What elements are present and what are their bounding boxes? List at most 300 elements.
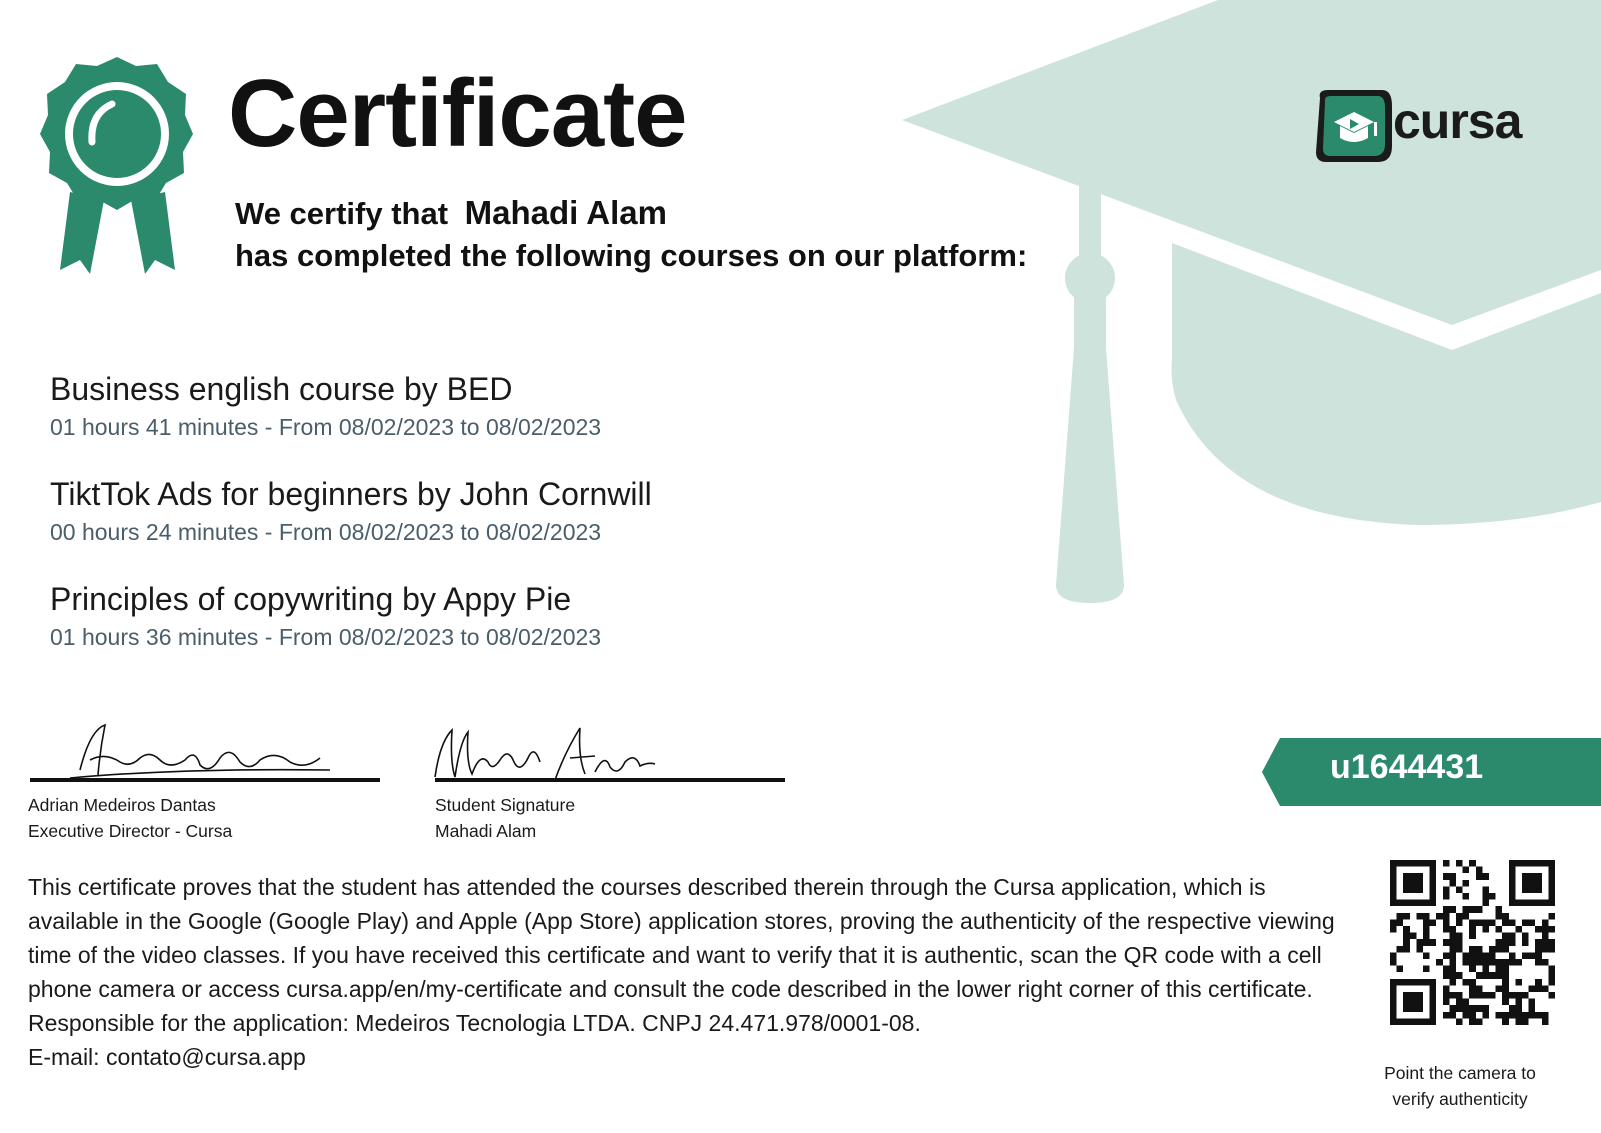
qr-module xyxy=(1542,860,1549,867)
qr-module xyxy=(1416,1005,1423,1012)
qr-module xyxy=(1469,992,1476,999)
qr-module xyxy=(1502,985,1509,992)
qr-module xyxy=(1496,939,1503,946)
qr-module xyxy=(1489,919,1496,926)
qr-module xyxy=(1463,880,1470,887)
qr-module xyxy=(1443,913,1450,920)
qr-module xyxy=(1509,952,1516,959)
qr-module xyxy=(1542,926,1549,933)
qr-module xyxy=(1463,959,1470,966)
qr-module xyxy=(1476,985,1483,992)
qr-caption-line: verify authenticity xyxy=(1392,1089,1528,1109)
qr-module xyxy=(1489,959,1496,966)
qr-module xyxy=(1548,913,1555,920)
qr-module xyxy=(1522,1018,1529,1025)
qr-module xyxy=(1390,985,1397,992)
qr-module xyxy=(1403,880,1410,887)
qr-module xyxy=(1403,926,1410,933)
qr-module xyxy=(1416,873,1423,880)
qr-module xyxy=(1542,1012,1549,1019)
qr-module xyxy=(1509,919,1516,926)
qr-module xyxy=(1482,1012,1489,1019)
qr-module xyxy=(1403,946,1410,953)
qr-module xyxy=(1397,979,1404,986)
qr-module xyxy=(1410,1005,1417,1012)
qr-module xyxy=(1548,873,1555,880)
qr-module xyxy=(1509,900,1516,907)
qr-module xyxy=(1469,906,1476,913)
qr-module xyxy=(1548,860,1555,867)
qr-module xyxy=(1502,959,1509,966)
qr-module xyxy=(1496,946,1503,953)
qr-module xyxy=(1515,1012,1522,1019)
qr-module xyxy=(1456,992,1463,999)
legal-email: E-mail: contato@cursa.app xyxy=(28,1044,306,1070)
qr-module xyxy=(1390,880,1397,887)
certify-line xyxy=(235,192,667,235)
qr-module xyxy=(1502,972,1509,979)
qr-module xyxy=(1403,913,1410,920)
course-item xyxy=(50,475,652,546)
qr-module xyxy=(1548,946,1555,953)
student-signature-name: Mahadi Alam xyxy=(435,821,537,841)
legal-paragraph: This certificate proves that the student has attended the courses described therein through the Cursa application, which is available in the Google (Google Play) and Apple (App Store) application stores, proving the authenticity of the respective viewing time of the video classes. If you have received this certificate and want to verify that it is authentic, scan the QR code with a cell phone camera or access cursa.app/en/my-certificate and consult the code described in the lower right corner of this certificate. xyxy=(28,874,1335,1002)
certify-prefix: We certify that xyxy=(235,196,449,231)
course-title: Principles of copywriting by Appy Pie xyxy=(50,581,572,617)
qr-module xyxy=(1482,926,1489,933)
qr-module xyxy=(1509,992,1516,999)
qr-module xyxy=(1390,1018,1397,1025)
qr-module xyxy=(1509,1012,1516,1019)
qr-module xyxy=(1469,926,1476,933)
qr-module xyxy=(1529,900,1536,907)
course-title: TiktTok Ads for beginners by John Cornwill xyxy=(50,476,652,512)
qr-module xyxy=(1430,992,1437,999)
qr-module xyxy=(1416,999,1423,1006)
student-signature-line xyxy=(435,778,785,782)
qr-module xyxy=(1482,972,1489,979)
qr-module xyxy=(1449,959,1456,966)
qr-module xyxy=(1430,1012,1437,1019)
qr-module xyxy=(1423,900,1430,907)
qr-module xyxy=(1482,1005,1489,1012)
qr-module xyxy=(1522,992,1529,999)
qr-module xyxy=(1542,959,1549,966)
qr-module xyxy=(1456,939,1463,946)
qr-module xyxy=(1529,952,1536,959)
qr-module xyxy=(1390,900,1397,907)
qr-module xyxy=(1529,860,1536,867)
qr-module xyxy=(1482,886,1489,893)
qr-module xyxy=(1476,946,1483,953)
qr-module xyxy=(1449,939,1456,946)
qr-module xyxy=(1456,999,1463,1006)
qr-module xyxy=(1496,1012,1503,1019)
director-signature-line xyxy=(30,778,380,782)
qr-module xyxy=(1397,1018,1404,1025)
qr-module xyxy=(1529,999,1536,1006)
qr-module xyxy=(1397,860,1404,867)
qr-module xyxy=(1463,906,1470,913)
qr-module xyxy=(1449,933,1456,940)
qr-module xyxy=(1390,926,1397,933)
qr-module xyxy=(1548,926,1555,933)
qr-module xyxy=(1397,946,1404,953)
qr-module xyxy=(1502,946,1509,953)
qr-module xyxy=(1390,952,1397,959)
qr-module xyxy=(1496,972,1503,979)
qr-module xyxy=(1390,893,1397,900)
qr-module xyxy=(1410,880,1417,887)
qr-module xyxy=(1423,860,1430,867)
qr-module xyxy=(1548,966,1555,973)
legal-responsible: Responsible for the application: Medeiros Tecnologia LTDA. CNPJ 24.471.978/0001-08. xyxy=(28,1010,921,1036)
qr-module xyxy=(1390,873,1397,880)
qr-module xyxy=(1430,939,1437,946)
certificate-title: Certificate xyxy=(228,60,687,167)
qr-module xyxy=(1416,1018,1423,1025)
qr-module xyxy=(1476,1018,1483,1025)
qr-module xyxy=(1542,1018,1549,1025)
qr-module xyxy=(1476,1005,1483,1012)
qr-module xyxy=(1449,979,1456,986)
qr-module xyxy=(1423,913,1430,920)
qr-module xyxy=(1509,959,1516,966)
qr-module xyxy=(1410,992,1417,999)
qr-module xyxy=(1390,1012,1397,1019)
qr-module xyxy=(1443,992,1450,999)
qr-module xyxy=(1496,913,1503,920)
qr-module xyxy=(1430,1018,1437,1025)
qr-module xyxy=(1502,979,1509,986)
completed-line: has completed the following courses on our platform: xyxy=(235,238,1028,273)
qr-module xyxy=(1496,966,1503,973)
qr-module xyxy=(1515,979,1522,986)
qr-module xyxy=(1430,867,1437,874)
qr-module xyxy=(1430,873,1437,880)
qr-module xyxy=(1449,952,1456,959)
qr-module xyxy=(1443,873,1450,880)
qr-module xyxy=(1449,1012,1456,1019)
qr-module xyxy=(1509,880,1516,887)
qr-module xyxy=(1535,946,1542,953)
qr-module xyxy=(1390,867,1397,874)
qr-module xyxy=(1449,880,1456,887)
qr-module xyxy=(1476,919,1483,926)
qr-module xyxy=(1509,867,1516,874)
qr-module xyxy=(1548,939,1555,946)
qr-module xyxy=(1515,999,1522,1006)
qr-module xyxy=(1397,919,1404,926)
qr-module xyxy=(1529,873,1536,880)
qr-module xyxy=(1496,926,1503,933)
qr-module xyxy=(1463,867,1470,874)
qr-module xyxy=(1463,893,1470,900)
qr-module xyxy=(1482,873,1489,880)
qr-module xyxy=(1416,939,1423,946)
qr-module xyxy=(1423,979,1430,986)
qr-module xyxy=(1482,919,1489,926)
qr-module xyxy=(1397,966,1404,973)
qr-module xyxy=(1535,985,1542,992)
qr-module xyxy=(1535,1012,1542,1019)
qr-module xyxy=(1430,886,1437,893)
qr-module xyxy=(1443,966,1450,973)
qr-module xyxy=(1443,906,1450,913)
qr-module xyxy=(1443,1012,1450,1019)
qr-module xyxy=(1535,873,1542,880)
qr-module xyxy=(1542,919,1549,926)
qr-module xyxy=(1449,906,1456,913)
qr-module xyxy=(1443,860,1450,867)
qr-module xyxy=(1496,985,1503,992)
qr-module xyxy=(1482,893,1489,900)
qr-module xyxy=(1542,985,1549,992)
qr-module xyxy=(1449,926,1456,933)
qr-module xyxy=(1542,946,1549,953)
qr-caption xyxy=(1360,1060,1560,1112)
qr-module xyxy=(1535,939,1542,946)
qr-module xyxy=(1410,900,1417,907)
qr-module xyxy=(1522,919,1529,926)
qr-module xyxy=(1535,979,1542,986)
qr-module xyxy=(1410,1018,1417,1025)
qr-module xyxy=(1522,933,1529,940)
qr-module xyxy=(1529,919,1536,926)
qr-module xyxy=(1456,946,1463,953)
qr-module xyxy=(1436,959,1443,966)
qr-module xyxy=(1502,992,1509,999)
qr-module xyxy=(1529,886,1536,893)
qr-module xyxy=(1509,873,1516,880)
qr-module xyxy=(1548,886,1555,893)
qr-module xyxy=(1403,1018,1410,1025)
qr-module xyxy=(1430,880,1437,887)
qr-module xyxy=(1522,873,1529,880)
qr-module xyxy=(1529,880,1536,887)
qr-module xyxy=(1476,972,1483,979)
qr-module xyxy=(1456,860,1463,867)
qr-module xyxy=(1410,933,1417,940)
qr-module xyxy=(1535,926,1542,933)
qr-module xyxy=(1403,999,1410,1006)
qr-module xyxy=(1502,1018,1509,1025)
qr-module xyxy=(1496,906,1503,913)
qr-module xyxy=(1410,979,1417,986)
certificate-code: u1644431 xyxy=(1330,748,1484,786)
qr-module xyxy=(1403,873,1410,880)
qr-module xyxy=(1456,1005,1463,1012)
qr-module xyxy=(1548,880,1555,887)
qr-module xyxy=(1469,919,1476,926)
qr-module xyxy=(1449,966,1456,973)
qr-module xyxy=(1390,999,1397,1006)
qr-module xyxy=(1449,946,1456,953)
qr-module xyxy=(1443,999,1450,1006)
qr-module xyxy=(1423,919,1430,926)
qr-module xyxy=(1416,946,1423,953)
qr-module xyxy=(1542,900,1549,907)
qr-module xyxy=(1403,886,1410,893)
qr-module xyxy=(1482,959,1489,966)
qr-module xyxy=(1535,886,1542,893)
qr-module xyxy=(1522,860,1529,867)
qr-module xyxy=(1443,939,1450,946)
qr-module xyxy=(1489,952,1496,959)
qr-module xyxy=(1397,900,1404,907)
qr-module xyxy=(1489,946,1496,953)
qr-module xyxy=(1469,979,1476,986)
qr-module xyxy=(1482,966,1489,973)
director-caption xyxy=(28,792,232,844)
qr-module xyxy=(1443,926,1450,933)
qr-module xyxy=(1430,1005,1437,1012)
qr-module xyxy=(1529,985,1536,992)
qr-module xyxy=(1469,1005,1476,1012)
qr-module xyxy=(1529,1012,1536,1019)
qr-module xyxy=(1482,900,1489,907)
course-title: Business english course by BED xyxy=(50,371,513,407)
course-meta: 01 hours 41 minutes - From 08/02/2023 to 08/02/2023 xyxy=(50,414,602,441)
qr-module xyxy=(1469,1012,1476,1019)
director-name: Adrian Medeiros Dantas xyxy=(28,795,216,815)
qr-module xyxy=(1535,880,1542,887)
qr-module xyxy=(1548,900,1555,907)
qr-module xyxy=(1548,992,1555,999)
qr-module xyxy=(1535,959,1542,966)
qr-module xyxy=(1456,913,1463,920)
qr-module xyxy=(1515,1005,1522,1012)
qr-module xyxy=(1522,880,1529,887)
qr-module xyxy=(1430,979,1437,986)
qr-module xyxy=(1403,900,1410,907)
qr-module xyxy=(1423,939,1430,946)
qr-module xyxy=(1456,886,1463,893)
qr-module xyxy=(1469,959,1476,966)
qr-module xyxy=(1416,880,1423,887)
qr-module xyxy=(1416,992,1423,999)
qr-module xyxy=(1515,992,1522,999)
qr-module xyxy=(1502,939,1509,946)
qr-module xyxy=(1443,893,1450,900)
qr-module xyxy=(1463,979,1470,986)
qr-module xyxy=(1515,1018,1522,1025)
qr-module xyxy=(1403,860,1410,867)
qr-module xyxy=(1548,979,1555,986)
qr-module xyxy=(1397,913,1404,920)
qr-module xyxy=(1489,893,1496,900)
qr-module xyxy=(1443,972,1450,979)
qr-module xyxy=(1449,1005,1456,1012)
qr-module xyxy=(1476,992,1483,999)
qr-module xyxy=(1390,919,1397,926)
qr-module xyxy=(1529,1005,1536,1012)
qr-module xyxy=(1476,906,1483,913)
award-ribbon-icon xyxy=(40,52,195,277)
qr-module xyxy=(1416,979,1423,986)
qr-module xyxy=(1502,913,1509,920)
qr-module xyxy=(1410,860,1417,867)
legal-text xyxy=(28,870,1348,1074)
qr-module xyxy=(1489,972,1496,979)
qr-module xyxy=(1542,933,1549,940)
qr-module xyxy=(1476,873,1483,880)
qr-module xyxy=(1509,886,1516,893)
qr-module xyxy=(1469,985,1476,992)
qr-module xyxy=(1548,893,1555,900)
qr-module xyxy=(1476,867,1483,874)
qr-module xyxy=(1403,1005,1410,1012)
course-item xyxy=(50,580,601,651)
qr-module xyxy=(1456,1018,1463,1025)
qr-module xyxy=(1430,999,1437,1006)
qr-module xyxy=(1423,1018,1430,1025)
qr-module xyxy=(1509,1005,1516,1012)
qr-module xyxy=(1449,992,1456,999)
qr-module xyxy=(1463,999,1470,1006)
qr-module xyxy=(1430,860,1437,867)
qr-module xyxy=(1430,900,1437,907)
qr-module xyxy=(1515,860,1522,867)
qr-module xyxy=(1390,992,1397,999)
qr-module xyxy=(1423,966,1430,973)
qr-module xyxy=(1390,959,1397,966)
qr-module xyxy=(1469,946,1476,953)
qr-module xyxy=(1476,959,1483,966)
qr-module xyxy=(1403,933,1410,940)
qr-module xyxy=(1502,933,1509,940)
qr-module xyxy=(1463,1005,1470,1012)
qr-module xyxy=(1482,992,1489,999)
qr-module xyxy=(1416,886,1423,893)
qr-module xyxy=(1416,900,1423,907)
qr-module xyxy=(1423,933,1430,940)
qr-module xyxy=(1403,939,1410,946)
qr-module xyxy=(1390,860,1397,867)
qr-module xyxy=(1522,1012,1529,1019)
qr-module xyxy=(1515,926,1522,933)
qr-module xyxy=(1509,860,1516,867)
student-caption xyxy=(435,792,575,844)
qr-module xyxy=(1476,952,1483,959)
qr-module xyxy=(1443,886,1450,893)
qr-module xyxy=(1403,992,1410,999)
qr-module xyxy=(1542,939,1549,946)
qr-module xyxy=(1509,893,1516,900)
qr-module xyxy=(1430,919,1437,926)
qr-module xyxy=(1522,886,1529,893)
qr-module xyxy=(1515,900,1522,907)
qr-module xyxy=(1469,1018,1476,1025)
qr-module xyxy=(1548,972,1555,979)
student-signature-label: Student Signature xyxy=(435,795,576,815)
qr-module xyxy=(1522,900,1529,907)
qr-module xyxy=(1390,979,1397,986)
student-name: Mahadi Alam xyxy=(464,194,667,231)
qr-module xyxy=(1403,979,1410,986)
qr-module xyxy=(1410,999,1417,1006)
qr-module xyxy=(1496,959,1503,966)
qr-module xyxy=(1416,913,1423,920)
qr-module xyxy=(1548,867,1555,874)
qr-module xyxy=(1456,972,1463,979)
qr-module xyxy=(1502,999,1509,1006)
qr-module xyxy=(1456,919,1463,926)
qr-module xyxy=(1449,972,1456,979)
qr-module xyxy=(1449,873,1456,880)
qr-module xyxy=(1390,886,1397,893)
course-meta: 01 hours 36 minutes - From 08/02/2023 to 08/02/2023 xyxy=(50,624,602,651)
